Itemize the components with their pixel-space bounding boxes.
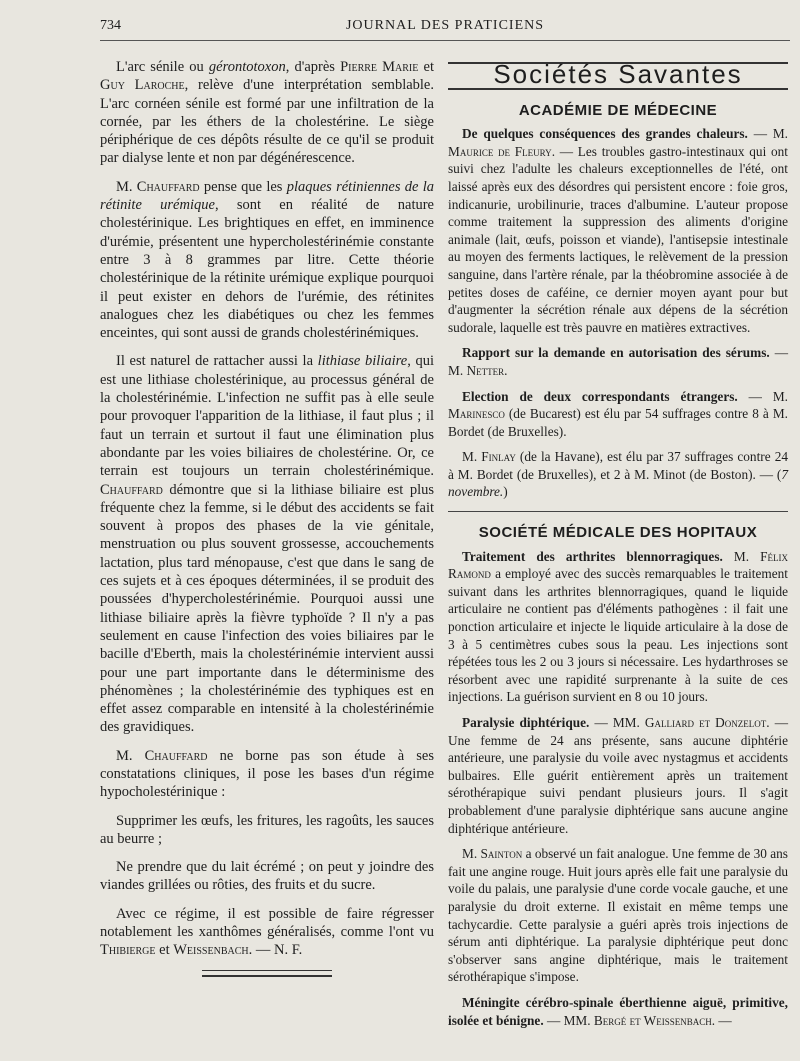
paragraph-lait: Ne prendre que du lait écrémé ; on peut y joindre des viandes grillées ou rôties, des fruits et du sucre.: [100, 859, 434, 894]
paragraph-lithiase: Il est naturel de rattacher aussi la lithiase biliaire, qui est une lithiase cholestérinique, au processus général de la cholestérinémie. L'infection ne suffit pas à elle seule pour provoquer l'apparition de la lithiase, il faut plus ; il faut un terrain et surtout il faut une élimination plus abondante par les voies biliaires de cholestérine. Or, ce terrain est toujours un terrain cholestérinémique. Chauffard démontre que si la lithiase biliaire est plus fréquente chez la femme, si le début des accidents se fait souvent à propos des phases de la vie génitale, menstruation ou plus souvent grossesse, accouchements lactation, plus tard ménopause, c'est que dans le sang de ces sujets et à ces époques déterminées, il se produit des poussées d'hypercholestérinémie. Pourquoi aussi une lithiase biliaire après la fièvre typhoïde ? Il n'y a pas seulement en cause l'infection des voies biliaires par le bacille d'Eberth, mais la cholestérinémie intervient aussi pour une part importante dans le déterminisme des phénomènes ; la cholestérinémie des typhiques est en effet assez comparable en intensité à la cholestérinémie des gravidiques.: [100, 353, 434, 736]
end-rule: [202, 970, 332, 977]
section-title: Sociétés Savantes: [448, 62, 788, 90]
report-serums: Rapport sur la demande en autorisation des sérums. — M. Netter.: [448, 345, 788, 378]
paragraph-arc-senile: L'arc sénile ou gérontotoxon, d'après Pierre Marie et Guy Laroche, relève d'une interprétation semblable. L'arc cornéen sénile est formé par une infiltration de la cornée, par les éthers de la cholestérine. Le siège périphérique de ces dépôts résulte de ce qu'il se produit par dialyse lente et non par dégénérescence.: [100, 59, 434, 167]
paragraph-regime: M. Chauffard ne borne pas son étude à ses constatations cliniques, il pose les bases d'un régime hypocholestérinique :: [100, 747, 434, 801]
academie-heading: ACADÉMIE DE MÉDECINE: [518, 101, 718, 119]
divider: [448, 511, 788, 512]
right-column: [448, 58, 788, 1037]
paragraph-conclusion: Avec ce régime, il est possible de faire régresser notablement les xanthômes généralisés, comme l'ont vu Thibierge et Weissenbach. — N. F.: [100, 905, 434, 959]
page-number: 734: [100, 18, 121, 33]
report-finlay: M. Finlay (de la Havane), est élu par 37 suffrages contre 24 à M. Bordet (de Bruxelles), et 2 à M. Minot (de Boston). — (7 novembre.): [448, 449, 788, 500]
report-sainton: M. Sainton a observé un fait analogue. Une femme de 30 ans fait une angine rouge. Huit jours après elle fait une paralysie du voile du palais, une paralysie d'une corde vocale gauche, et une paralysie du droit externe. Il existait en même temps une tachycardie. Cette paralysie a guéri après trois injections de sérum anti diphtérique. La paralysie diphtérique peut donc s'observer sans angine diphtérique, mais le traitement sérothérapique s'impose.: [448, 846, 788, 985]
paragraph-supprimer: Supprimer les œufs, les fritures, les ragoûts, les sauces au beurre ;: [100, 812, 434, 847]
left-column: [100, 58, 434, 977]
report-election: Election de deux correspondants étrangers. — M. Marinesco (de Bucarest) est élu par 54 suffrages contre 8 à M. Bordet (de Bruxelles).: [448, 388, 788, 439]
page-header: [100, 18, 790, 41]
report-paralysie: Paralysie diphtérique. — MM. Galliard et Donzelot. — Une femme de 24 ans présente, sans aucune diphtérie antérieure, une paralysie du voile avec nystagmus et accidents bulbaires. Elle guérit entièrement après un traitement sérothérapique suivi pendant plusieurs jours. Il s'agit probablement d'une paralysie diphtérique sans aucune angine diphtérique antérieure.: [448, 715, 788, 836]
report-meningite: Méningite cérébro-spinale éberthienne aiguë, primitive, isolée et bénigne. — MM. Bergé et Weissenbach. —: [448, 994, 788, 1028]
running-title: JOURNAL DES PRATICIENS: [345, 18, 545, 33]
report-chaleurs: De quelques conséquences des grandes chaleurs. — M. Maurice de Fleury. — Les troubles gastro-intestinaux qui ont suivi chez l'adulte les chaleurs exceptionnelles de l'été, ont laissé après eux des désordres qui persistent encore : foie gros, indicanurie, urobilinurie, traces d'albumine. L'auteur propose comme traitement la suppression des aliments d'origine animale (lait, œufs, poisson et viande), l'antisepsie intestinale au moyen des ferments lactiques, le relèvement de la pression sanguine, dans l'artère rénale, par la théobromine associée à de petites doses de caféine, ce dernier moyen ayant pour but d'augmenter la sécrétion rénale aux dépens de la sécrétion sudorale, laquelle est très pauvre en matières extractives.: [448, 126, 789, 335]
report-arthrites: Traitement des arthrites blennorragiques. M. Félix Ramond a employé avec des succès remarquables le traitement suivant dans les arthrites blennorragiques, quand le liquide articulaire ne contient pas d'éléments pathogènes : il fait une ponction articulaire et injecte le liquide articulaire à la dose de 3 à 5 centimètres cubes sous la peau. Les injections sont répétées tous les 2 ou 3 jours si nécessaire. Les hydarthroses se résorbent avec une rapidité surprenante à la suite de ces injections. La guérison survient en 8 ou 10 jours.: [448, 548, 789, 705]
paragraph-retinite: M. Chauffard pense que les plaques rétiniennes de la rétinite urémique, sont en réalité de nature cholestérinique. Les brightiques en effet, en imminence d'urémie, présentent une hypercholestérinémie constante entre 3 à 8 grammes par litre. Cette théorie cholestérinique de la rétinite urémique explique pourquoi il peut exister en dehors de l'urémie, des rétinites analogues chez les diabétiques ou chez les femmes enceintes, qui sont aussi de grands cholestérinémiques.: [100, 178, 434, 342]
hopitaux-heading: SOCIÉTÉ MÉDICALE DES HOPITAUX: [478, 524, 758, 542]
